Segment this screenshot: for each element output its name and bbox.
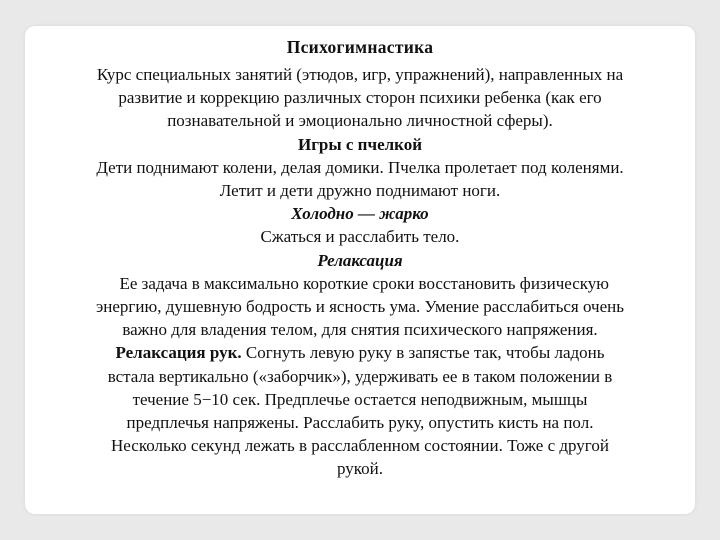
intro-line: развитие и коррекцию различных сторон психики ребенка (как его	[118, 88, 602, 108]
game2-line: Сжаться и расслабить тело.	[260, 227, 460, 247]
game1-line: Дети поднимают колени, делая домики. Пчелка пролетает под коленями.	[96, 157, 624, 177]
slide-content	[0, 10, 720, 481]
hands-line: рукой.	[336, 459, 384, 479]
hands-line: Несколько секунд лежать в расслабленном состоянии. Тоже с другой	[111, 436, 609, 456]
relax-line	[0, 272, 720, 295]
hands-first-line-rest: Согнуть левую руку в запястье так, чтобы ладонь	[245, 343, 605, 363]
hands-heading: Релаксация рук.	[115, 343, 242, 363]
intro-line: познавательной и эмоционально личностной сферы).	[167, 111, 553, 131]
game1-heading: Игры с пчелкой	[297, 134, 423, 154]
game2-heading: Холодно — жарко	[291, 204, 429, 224]
relax-heading: Релаксация	[317, 250, 403, 270]
relax-line: важно для владения телом, для снятия психического напряжения.	[122, 320, 598, 340]
hands-first-line	[0, 341, 720, 364]
relax-line: энергию, душевную бодрость и ясность ума. Умение расслабиться очень	[95, 297, 624, 317]
hands-line: течение 5−10 сек. Предплечье остается неподвижным, мышцы	[132, 389, 588, 409]
relax-line-text: Ее задача в максимально короткие сроки восстановить физическую	[119, 273, 610, 293]
intro-line: Курс специальных занятий (этюдов, игр, упражнений), направленных на	[96, 65, 624, 84]
slide-title: Психогимнастика	[286, 37, 434, 57]
hands-line: встала вертикально («заборчик»), удерживать ее в таком положении в	[107, 366, 613, 386]
hands-line: предплечья напряжены. Расслабить руку, опустить кисть на пол.	[126, 413, 594, 433]
game1-line: Летит и дети дружно поднимают ноги.	[219, 181, 501, 201]
